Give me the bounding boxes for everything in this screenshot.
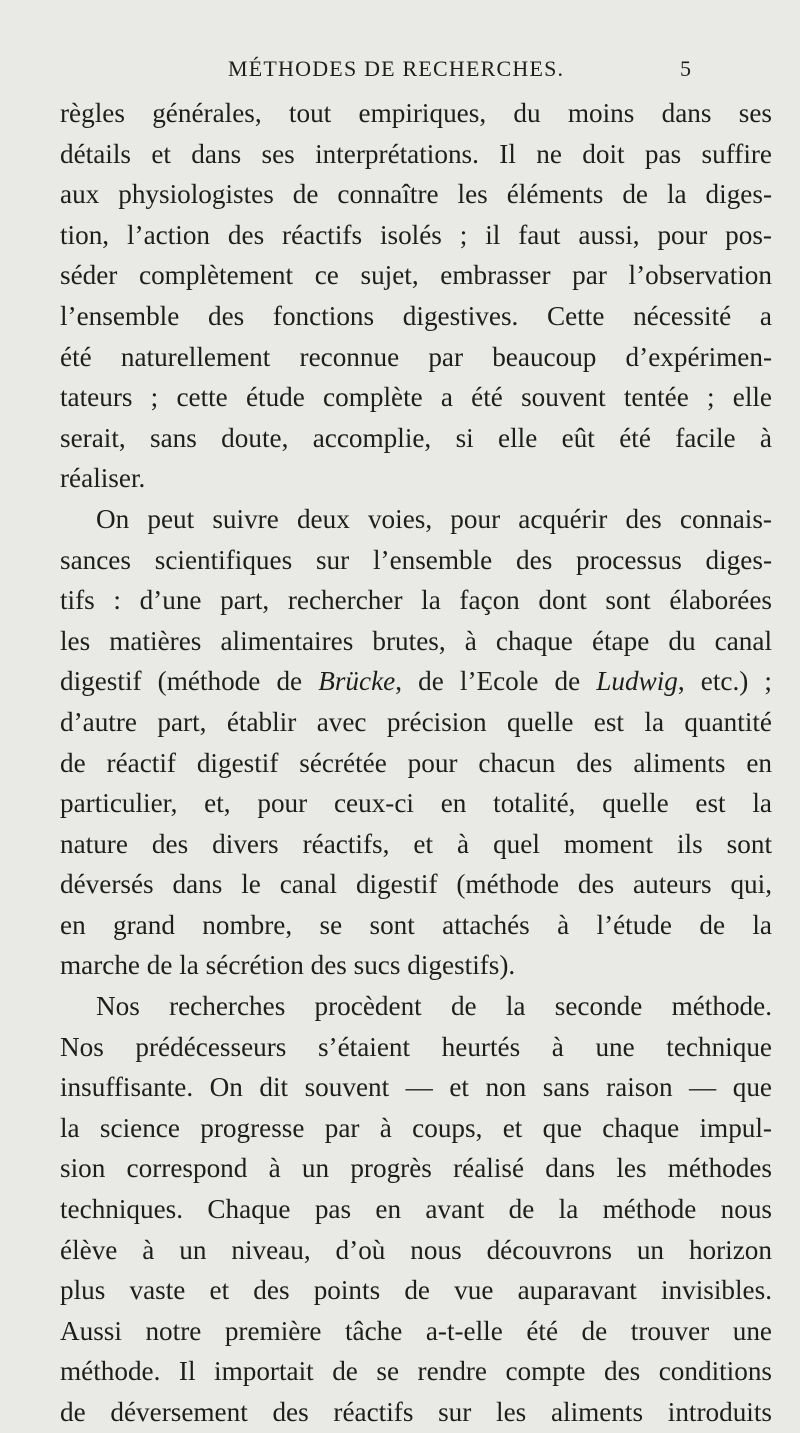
text-line: méthode. Il importait de se rendre compte des conditions bbox=[60, 1356, 772, 1387]
italic-name: Brücke bbox=[318, 666, 396, 697]
page-number: 5 bbox=[680, 56, 691, 81]
text-line: règles générales, tout empiriques, du moins dans ses bbox=[60, 98, 772, 128]
paragraph-2 bbox=[60, 499, 772, 986]
text-line: Aussi notre première tâche a-t-elle été de trouver une bbox=[60, 1315, 772, 1346]
text-line: particulier, et, pour ceux-ci en totalité, quelle est la bbox=[60, 788, 772, 819]
text-line: plus vaste et des points de vue auparavant invisibles. bbox=[60, 1275, 772, 1306]
italic-name: Ludwig bbox=[596, 666, 678, 697]
text-line: tateurs ; cette étude complète a été souvent tentée ; elle bbox=[60, 382, 772, 413]
text-line: Nos prédécesseurs s’étaient heurtés à une technique bbox=[60, 1031, 772, 1062]
text-line: sion correspond à un progrès réalisé dans les méthodes bbox=[60, 1153, 772, 1184]
text-line: tion, l’action des réactifs isolés ; il faut aussi, pour pos- bbox=[60, 219, 772, 250]
body-text bbox=[60, 93, 772, 1433]
text-line: sances scientifiques sur l’ensemble des processus diges- bbox=[60, 544, 772, 575]
text-line: de réactif digestif sécrétée pour chacun des aliments en bbox=[60, 747, 772, 778]
text-line: techniques. Chaque pas en avant de la méthode nous bbox=[60, 1194, 772, 1225]
text-line: réaliser. bbox=[60, 463, 146, 494]
text-line: séder complètement ce sujet, embrasser par l’observation bbox=[60, 260, 772, 291]
text-line: tifs : d’une part, rechercher la façon dont sont élaborées bbox=[60, 585, 772, 616]
text-line: Nos recherches procèdent de la seconde méthode. bbox=[96, 991, 772, 1022]
text-line: en grand nombre, se sont attachés à l’étude de la bbox=[60, 909, 772, 940]
text-line: insuffisante. On dit souvent — et non sans raison — que bbox=[60, 1072, 772, 1103]
text-line: de déversement des réactifs sur les aliments introduits bbox=[60, 1397, 772, 1427]
text-line: serait, sans doute, accomplie, si elle eût été facile à bbox=[60, 422, 772, 453]
text-line: aux physiologistes de connaître les éléments de la diges- bbox=[60, 179, 772, 210]
text-line: nature des divers réactifs, et à quel moment ils sont bbox=[60, 828, 772, 859]
text-line: les matières alimentaires brutes, à chaque étape du canal bbox=[60, 625, 772, 656]
text-line: élève à un niveau, d’où nous découvrons un horizon bbox=[60, 1234, 772, 1265]
text-line: digestif (méthode de Brücke, de l’Ecole de Ludwig, etc.) ; bbox=[60, 666, 772, 697]
running-title: MÉTHODES DE RECHERCHES. bbox=[228, 56, 565, 81]
text-line: marche de la sécrétion des sucs digestifs). bbox=[60, 950, 516, 981]
paragraph-3 bbox=[60, 986, 772, 1433]
text-line: la science progresse par à coups, et que chaque impul- bbox=[60, 1112, 772, 1143]
text-line: On peut suivre deux voies, pour acquérir des connais- bbox=[96, 503, 772, 534]
text-line: l’ensemble des fonctions digestives. Cette nécessité a bbox=[60, 300, 772, 331]
paragraph-1 bbox=[60, 93, 772, 499]
text-line: déversés dans le canal digestif (méthode des auteurs qui, bbox=[60, 869, 772, 900]
text-line: été naturellement reconnue par beaucoup d’expérimen- bbox=[60, 341, 772, 372]
text-line: d’autre part, établir avec précision quelle est la quantité bbox=[60, 706, 772, 737]
text-line: détails et dans ses interprétations. Il ne doit pas suffire bbox=[60, 138, 772, 169]
